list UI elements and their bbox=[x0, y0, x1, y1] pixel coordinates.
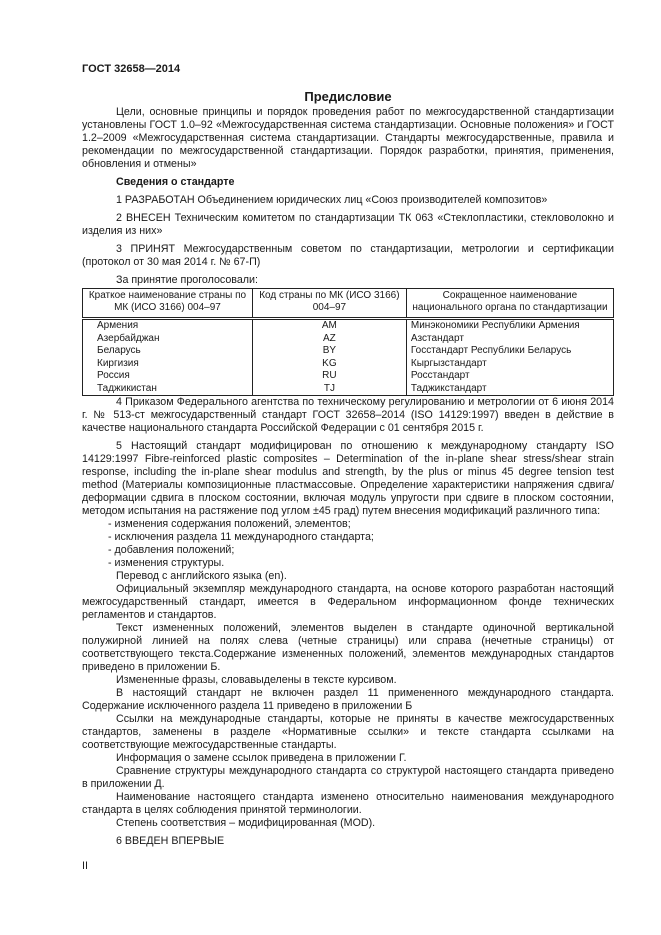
code-cell: KG bbox=[252, 358, 406, 371]
code-cell: BY bbox=[252, 345, 406, 358]
code-cell: AM bbox=[252, 319, 406, 333]
code-cell: AZ bbox=[252, 333, 406, 346]
country-cell: Беларусь bbox=[97, 345, 141, 357]
country-cell: Таджикистан bbox=[97, 382, 157, 394]
item-4: 4 Приказом Федерального агентства по техническому регулированию и метрологии от 6 июня 2014 г. № 513-ст межгосударственный стандарт ГОСТ 32658–2014 (ISO 14129:1997) введен в действие в качестве национального стандарта Российской Федерации с 01 сентября 2015 г. bbox=[82, 396, 614, 434]
column-header: Код страны по МК (ИСО 3166) 004–97 bbox=[252, 289, 406, 319]
item-5: 5 Настоящий стандарт модифицирован по отношению к международному стандарту ISO 14129:1997 Fibre-reinforced plastic composites – Determination of the in-plane shear stress/shear strain response, including the in-plane shear modulus and strength, by the plus or minus 45 degree tension test method (Материалы композиционные пластмассовые. Определение характеристики напряжения сдвига/деформации сдвига в плоском состоянии, включая модуль упругости при сдвиге в плоском состоянии, методом испытания на растяжение под углом ±45 град) путем внесения модификаций различного типа: bbox=[82, 440, 614, 517]
intro-paragraph: Цели, основные принципы и порядок проведения работ по межгосударственной стандартизации установлены ГОСТ 1.0–92 «Межгосударственная система стандартизации. Основные положения» и ГОСТ 1.2–2009 «Межгосударственная система стандартизации. Стандарты межгосударственные, правила и рекомендации по межгосударственной стандартизации. Порядок разработки, принятия, применения, обновления и отмены» bbox=[82, 106, 614, 170]
section-heading: Сведения о стандарте bbox=[116, 176, 235, 188]
paragraph: Перевод с английского языка (en). bbox=[116, 570, 287, 582]
document-header: ГОСТ 32658—2014 bbox=[82, 63, 181, 75]
country-cell: Россия bbox=[97, 370, 130, 382]
paragraph: В настоящий стандарт не включен раздел 11 примененного международного стандарта. Содержание исключенного раздела 11 приведено в приложении Б bbox=[82, 687, 614, 712]
list-item: - добавления положений; bbox=[108, 544, 235, 556]
country-cell: Азербайджан bbox=[97, 332, 160, 344]
paragraph: Измененные фразы, словавыделены в тексте курсивом. bbox=[116, 674, 397, 686]
body-cell: Азстандарт bbox=[406, 333, 613, 346]
item-1: 1 РАЗРАБОТАН Объединением юридических лиц «Союз производителей композитов» bbox=[116, 194, 548, 206]
body-cell: Росстандарт bbox=[406, 370, 613, 383]
list-item: - изменения содержания положений, элементов; bbox=[108, 518, 351, 530]
list-item: - исключения раздела 11 международного стандарта; bbox=[108, 531, 374, 543]
page-number: II bbox=[82, 860, 88, 872]
body-cell: Госстандарт Республики Беларусь bbox=[406, 345, 613, 358]
body-cell: Таджикстандарт bbox=[406, 383, 613, 396]
table-row bbox=[83, 370, 614, 383]
table-row bbox=[83, 383, 614, 396]
table-row bbox=[83, 358, 614, 371]
column-header: Сокращенное наименование национального органа по стандартизации bbox=[406, 289, 613, 319]
list-item: - изменения структуры. bbox=[108, 557, 225, 569]
body-cell: Минэкономики Республики Армения bbox=[406, 319, 613, 333]
table-row bbox=[83, 345, 614, 358]
vote-label: За принятие проголосовали: bbox=[116, 274, 258, 286]
table-row bbox=[83, 319, 614, 333]
item-6: 6 ВВЕДЕН ВПЕРВЫЕ bbox=[116, 835, 225, 847]
item-3: 3 ПРИНЯТ Межгосударственным советом по стандартизации, метрологии и сертификации (протокол от 30 мая 2014 г. № 67-П) bbox=[82, 243, 614, 268]
paragraph: Официальный экземпляр международного стандарта, на основе которого разработан настоящий межгосударственный стандарт, имеется в Федеральном информационном фонде технических регламентов и стандартов. bbox=[82, 583, 614, 621]
table-header-row bbox=[83, 289, 614, 319]
code-cell: RU bbox=[252, 370, 406, 383]
voting-table bbox=[82, 288, 614, 396]
paragraph: Наименование настоящего стандарта изменено относительно наименования международного стандарта в целях соблюдения принятой терминологии. bbox=[82, 791, 614, 816]
table-row bbox=[83, 333, 614, 346]
paragraph: Степень соответствия – модифицированная (MOD). bbox=[116, 817, 376, 829]
paragraph: Сравнение структуры международного стандарта со структурой настоящего стандарта приведено в приложении Д. bbox=[82, 765, 614, 790]
document-page bbox=[82, 63, 614, 873]
country-cell: Киргизия bbox=[97, 357, 139, 369]
page-title: Предисловие bbox=[304, 89, 392, 104]
body-cell: Кыргызстандарт bbox=[406, 358, 613, 371]
item-2: 2 ВНЕСЕН Техническим комитетом по стандартизации ТК 063 «Стеклопластики, стекловолокно и изделия из них» bbox=[82, 212, 614, 237]
country-cell: Армения bbox=[97, 320, 139, 332]
column-header: Краткое наименование страны по МК (ИСО 3166) 004–97 bbox=[83, 289, 253, 319]
paragraph: Текст измененных положений, элементов выделен в стандарте одиночной вертикальной полужирной линией на полях слева (четные страницы) или справа (нечетные страницы) от соответствующего текста.Содержание измененных положений, элементов международных стандартов приведено в приложении Б. bbox=[82, 622, 614, 673]
code-cell: TJ bbox=[252, 383, 406, 396]
paragraph: Ссылки на международные стандарты, которые не приняты в качестве межгосударственных стандартов, заменены в разделе «Нормативные ссылки» и тексте стандарта ссылками на соответствующие межгосударственные стандарты. bbox=[82, 713, 614, 751]
paragraph: Информация о замене ссылок приведена в приложении Г. bbox=[116, 752, 407, 764]
